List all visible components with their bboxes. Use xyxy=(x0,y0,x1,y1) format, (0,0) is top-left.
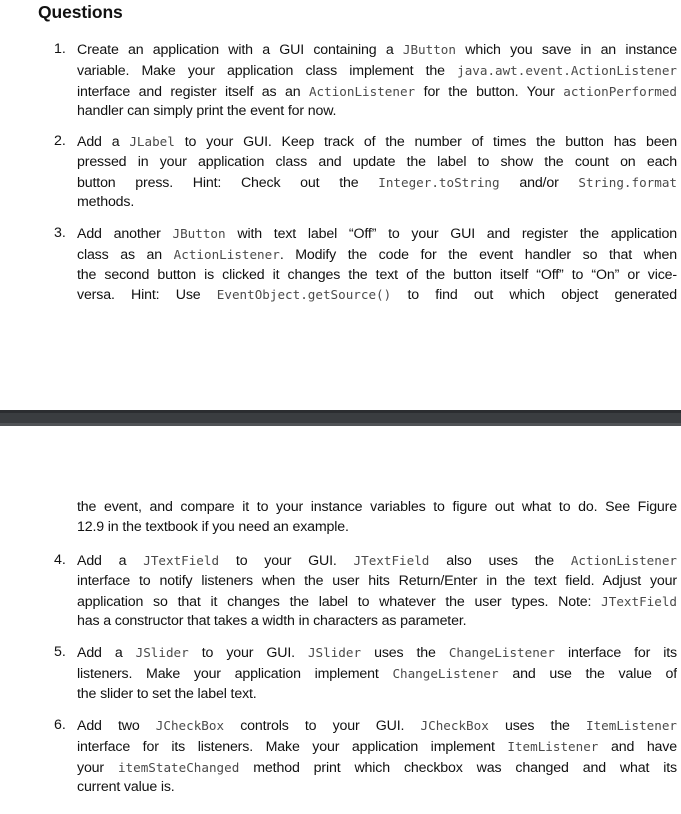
question-line: interface for its listeners. Make your application implement ItemListener and have xyxy=(77,738,677,755)
question-line: pressed in your application class and update the label to show the count on each xyxy=(77,153,677,170)
page-break-divider xyxy=(0,410,681,426)
question-line: interface and register itself as an ActionListener for the button. Your actionPerformed xyxy=(77,83,677,100)
inline-code: String.format xyxy=(578,174,677,190)
question-line: interface to notify listeners when the user hits Return/Enter in the text field. Adjust your xyxy=(77,572,677,589)
question-line: Add another JButton with text label “Off” to your GUI and register the application xyxy=(77,226,677,242)
inline-code: EventObject.getSource() xyxy=(216,287,392,303)
question-line: Add a JLabel to your GUI. Keep track of the number of times the button has been xyxy=(77,134,677,150)
question-number: 3. xyxy=(54,225,66,241)
question-line: application so that it changes the label to whatever the user types. Note: JTextField xyxy=(77,593,677,610)
inline-code: JButton xyxy=(172,226,226,241)
question-number: 2. xyxy=(54,133,66,149)
question-line: your itemStateChanged method print which checkbox was changed and what its xyxy=(77,759,677,776)
question-line: has a constructor that takes a width in characters as parameter. xyxy=(77,613,467,630)
inline-code: ChangeListener xyxy=(392,665,499,681)
question-line: methods. xyxy=(77,194,135,211)
inline-code: JCheckBox xyxy=(155,718,225,733)
question-number: 6. xyxy=(54,717,66,733)
question-line: Add a JTextField to your GUI. JTextField also uses the ActionListener xyxy=(77,553,677,569)
inline-code: Integer.toString xyxy=(378,174,500,190)
question-line: class as an ActionListener. Modify the code for the event handler so that when xyxy=(77,246,677,263)
inline-code: ChangeListener xyxy=(448,645,555,660)
inline-code: java.awt.event.ActionListener xyxy=(457,62,677,78)
inline-code: JTextField xyxy=(601,593,677,609)
question-line: the slider to set the label text. xyxy=(77,685,257,702)
inline-code: JTextField xyxy=(143,553,220,568)
inline-code: JButton xyxy=(402,42,456,57)
question-line: listeners. Make your application implement ChangeListener and use the value of xyxy=(77,665,677,682)
inline-code: ActionListener xyxy=(570,553,677,568)
inline-code: JLabel xyxy=(129,134,175,149)
question-line: the event, and compare it to your instance variables to figure out what to do. See Figure xyxy=(77,499,677,515)
question-line: Add a JSlider to your GUI. JSlider uses the ChangeListener interface for its xyxy=(77,645,677,661)
inline-code: JTextField xyxy=(353,553,430,568)
question-line: Create an application with a GUI containing a JButton which you save in an instance xyxy=(77,42,677,58)
inline-code: JSlider xyxy=(135,645,189,660)
inline-code: itemStateChanged xyxy=(117,759,240,775)
inline-code: ActionListener xyxy=(308,83,416,99)
inline-code: ActionListener xyxy=(173,246,280,262)
question-line: handler can simply print the event for now. xyxy=(77,103,337,120)
question-line: 12.9 in the textbook if you need an example. xyxy=(77,518,349,535)
question-line: Add two JCheckBox controls to your GUI. JCheckBox uses the ItemListener xyxy=(77,718,677,734)
section-heading: Questions xyxy=(38,2,123,22)
inline-code: JCheckBox xyxy=(420,718,489,733)
inline-code: ItemListener xyxy=(586,718,677,733)
question-number: 5. xyxy=(54,644,66,660)
inline-code: ItemListener xyxy=(507,738,599,754)
question-number: 1. xyxy=(54,41,66,57)
question-line: current value is. xyxy=(77,779,175,796)
question-line: variable. Make your application class implement the java.awt.event.ActionListener xyxy=(77,62,677,79)
inline-code: actionPerformed xyxy=(563,83,677,99)
question-line: the second button is clicked it changes the text of the button itself “Off” to “On” or vice- xyxy=(77,266,677,283)
document-page-2 xyxy=(0,426,681,814)
inline-code: JSlider xyxy=(307,645,362,660)
question-line: versa. Hint: Use EventObject.getSource() to find out which object generated xyxy=(77,287,677,304)
question-number: 4. xyxy=(54,552,66,568)
question-line: button press. Hint: Check out the Integer.toString and/or String.format xyxy=(77,174,677,191)
